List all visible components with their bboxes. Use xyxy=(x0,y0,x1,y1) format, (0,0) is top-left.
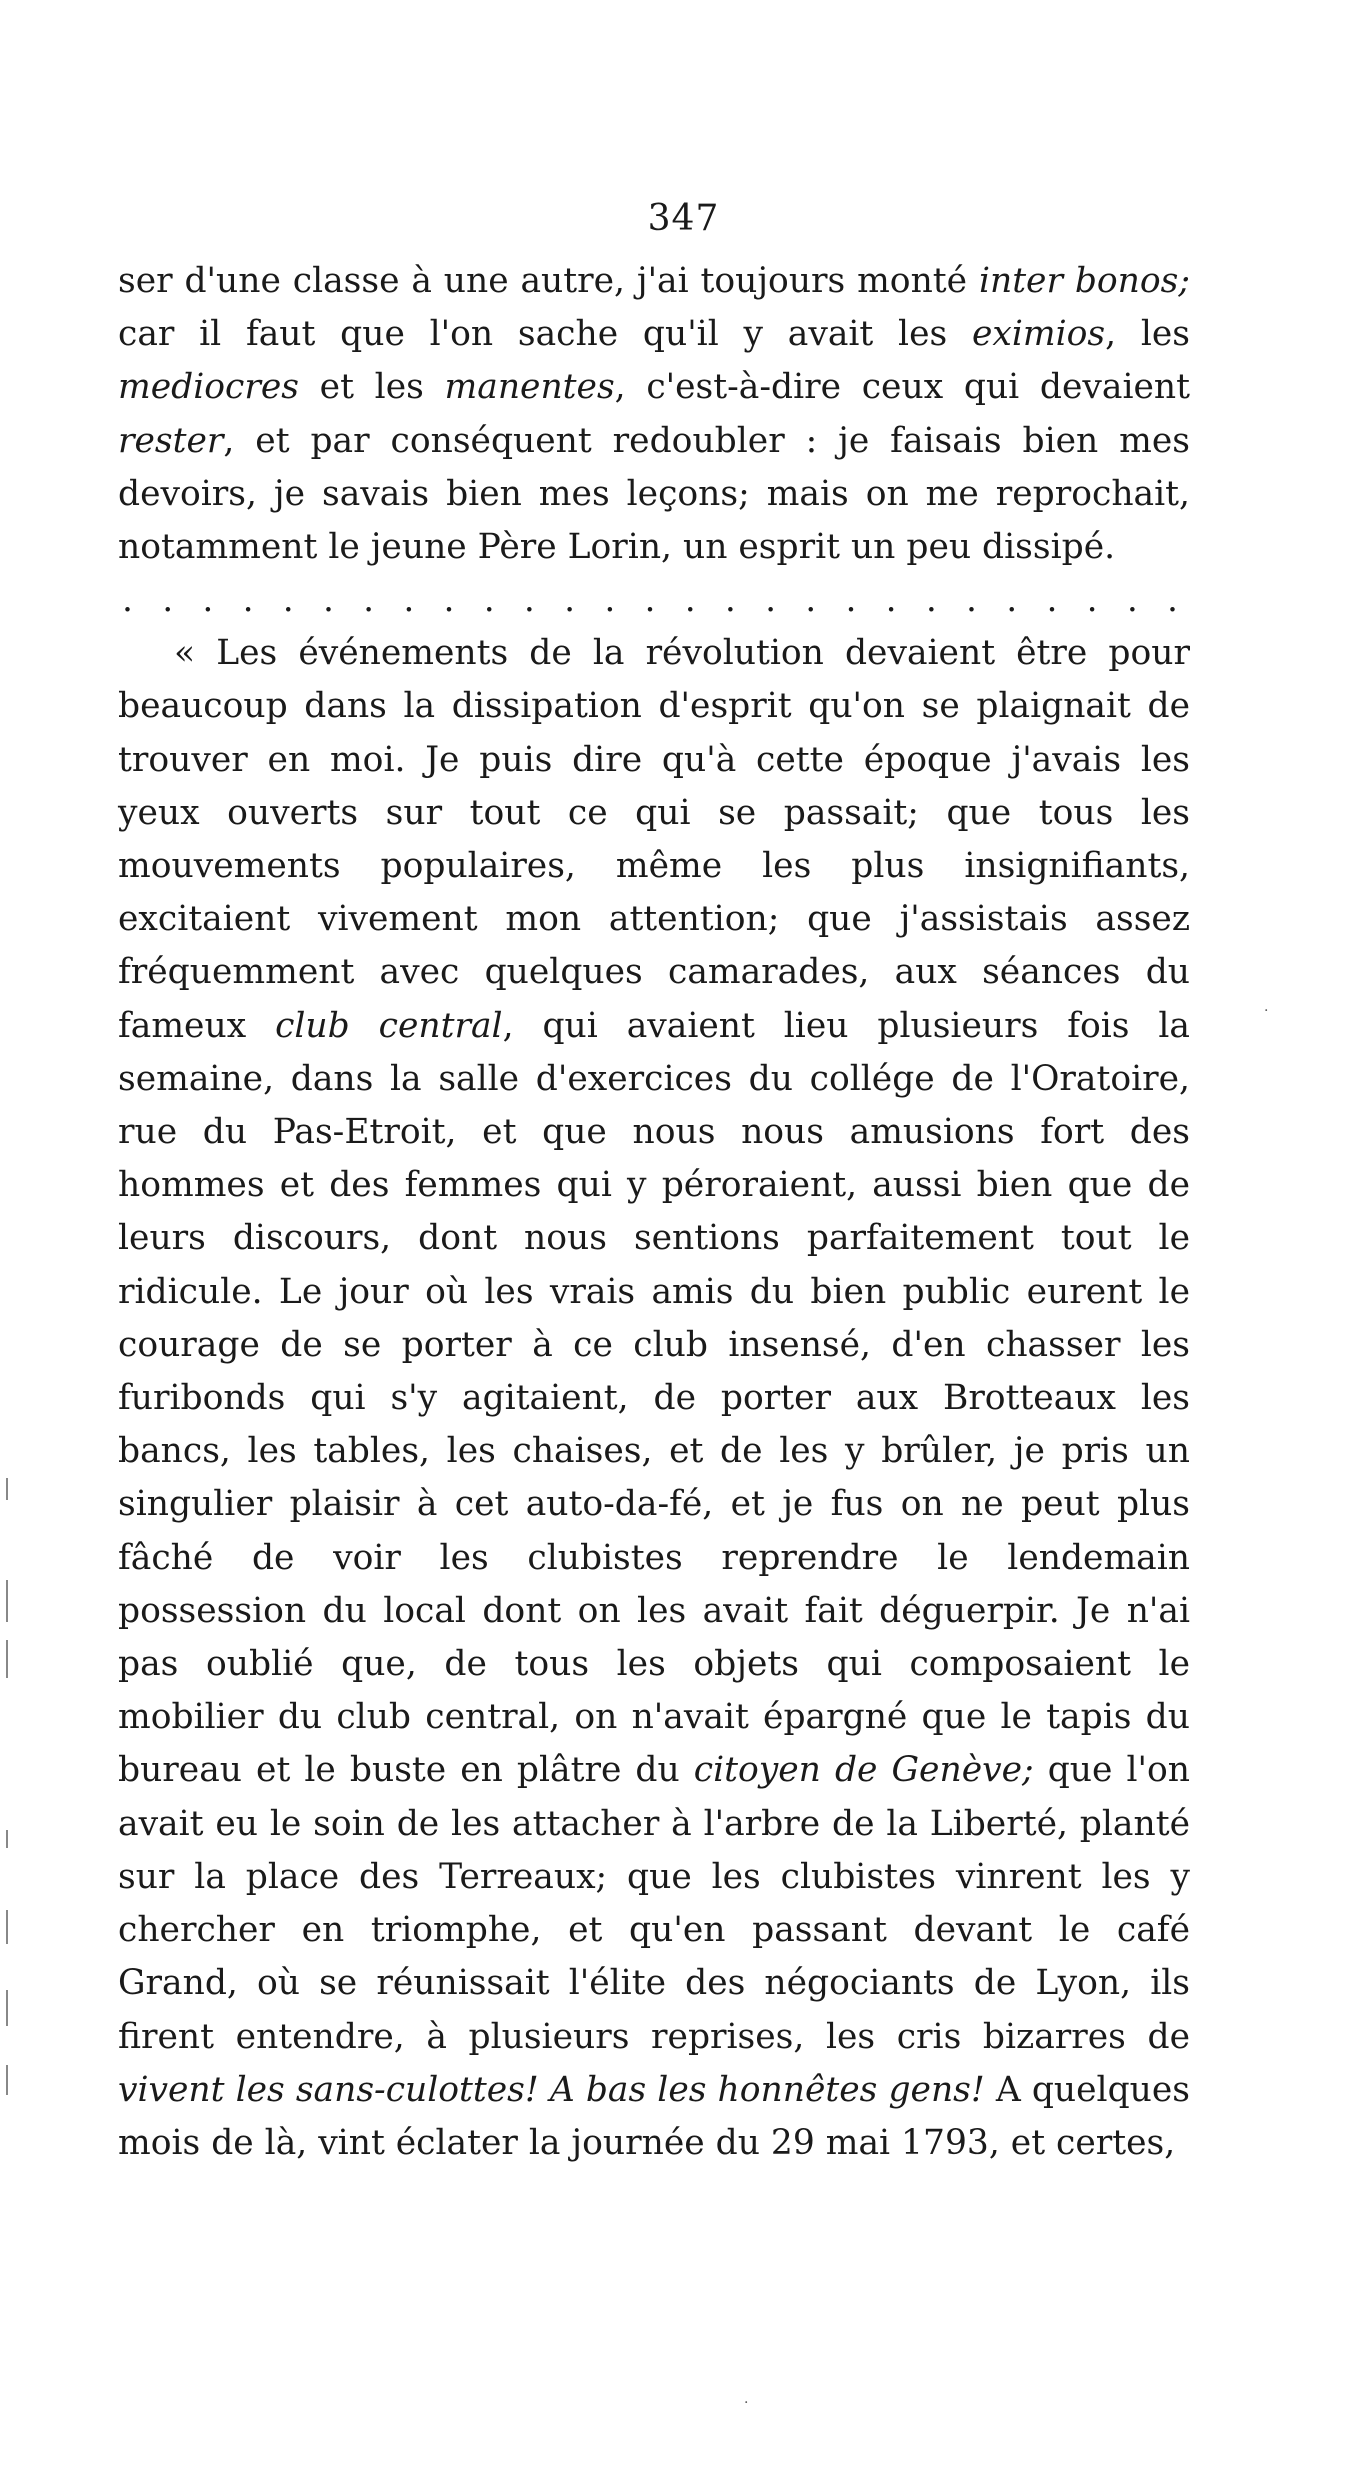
body-text xyxy=(118,255,1190,2170)
text-run: A quelques mois de là, vint éclater la journée du 29 mai 1793, et certes, xyxy=(118,2069,1190,2163)
scan-edge-mark xyxy=(6,1990,8,2026)
text-run: , c'est-à-dire ceux qui devaient xyxy=(614,367,1190,408)
italic-text: manentes xyxy=(444,367,615,408)
italic-text: rester xyxy=(118,420,224,461)
italic-text: inter bonos; xyxy=(978,261,1190,301)
text-run: « Les événements de la révolution devaient être pour beaucoup dans la dissipation d'esprit qu'on se plaignait de trouver en moi. Je puis dire qu'à cette époque j'avais les yeux ouverts sur tout ce qui se passait; que tous les mouvements populaires, même les plus insignifiants, excitaient vivement mon attention; que j'assistais assez fréquemment avec quelques camarades, aux séances du fameux xyxy=(118,633,1190,1046)
italic-text: mediocres xyxy=(118,367,299,408)
paragraph-continued xyxy=(118,255,1190,574)
scan-speck: · xyxy=(744,2395,749,2411)
scan-edge-mark xyxy=(6,1910,8,1944)
page-number: 347 xyxy=(647,198,720,239)
text-run: , qui avaient lieu plusieurs fois la semaine, dans la salle d'exercices du collége de l'Oratoire, rue du Pas-Etroit, et que nous nous amusions fort des hommes et des femmes qui y péroraient, aussi bien que de leurs discours, dont nous sentions parfaitement tout le ridicule. Le jour où les vrais amis du bien public eurent le courage de se porter à ce club insensé, d'en chasser les furibonds qui s'y agitaient, de porter aux Brotteaux les bancs, les tables, les chaises, et de les y brûler, je pris un singulier plaisir à cet auto-da-fé, et je fus on ne peut plus fâché de voir les clubistes reprendre le lendemain possession du local dont on les avait fait déguerpir. Je n'ai pas oublié que, de tous les objets qui composaient le mobilier du club central, on n'avait épargné que le tapis du bureau et le buste en plâtre du xyxy=(118,1005,1190,1791)
italic-text: eximios xyxy=(971,314,1106,355)
text-run: ser d'une classe à une autre, j'ai toujours monté xyxy=(118,261,979,301)
scan-edge-mark xyxy=(6,1830,8,1848)
text-run: que l'on avait eu le soin de les attacher à l'arbre de la Liberté, planté sur la place des Terreaux; que les clubistes vinrent les y chercher en triomphe, et qu'en passant devant le café Grand, où se réunissait l'élite des négociants de Lyon, ils firent entendre, à plusieurs reprises, les cris bizarres de xyxy=(118,1750,1190,2057)
scan-edge-mark xyxy=(6,2065,8,2095)
text-run: car il faut que l'on sache qu'il y avait les xyxy=(118,314,972,355)
ellipsis-dots: . . . . . . . . . . . . . . . . . . . . . . . . . . . xyxy=(122,580,1178,621)
scan-edge-mark xyxy=(6,1640,8,1678)
paragraph-quote xyxy=(118,627,1190,2170)
italic-text: club central xyxy=(275,1005,503,1046)
scan-speck: · xyxy=(1264,1003,1269,1019)
scan-edge-mark xyxy=(6,1478,8,1500)
text-run: , et par conséquent redoubler : je faisais bien mes devoirs, je savais bien mes leçons; mais on me reprochait, notamment le jeune Père Lorin, un esprit un peu dissipé. xyxy=(118,420,1190,568)
italic-text: vivent les sans-culottes! A bas les honnêtes gens! xyxy=(118,2069,985,2110)
text-run: et les xyxy=(298,367,445,408)
scan-edge-mark xyxy=(6,1580,8,1622)
text-run: , les xyxy=(1105,314,1190,355)
italic-text: citoyen de Genève; xyxy=(693,1750,1034,1791)
ellipsis-separator xyxy=(118,574,1190,627)
